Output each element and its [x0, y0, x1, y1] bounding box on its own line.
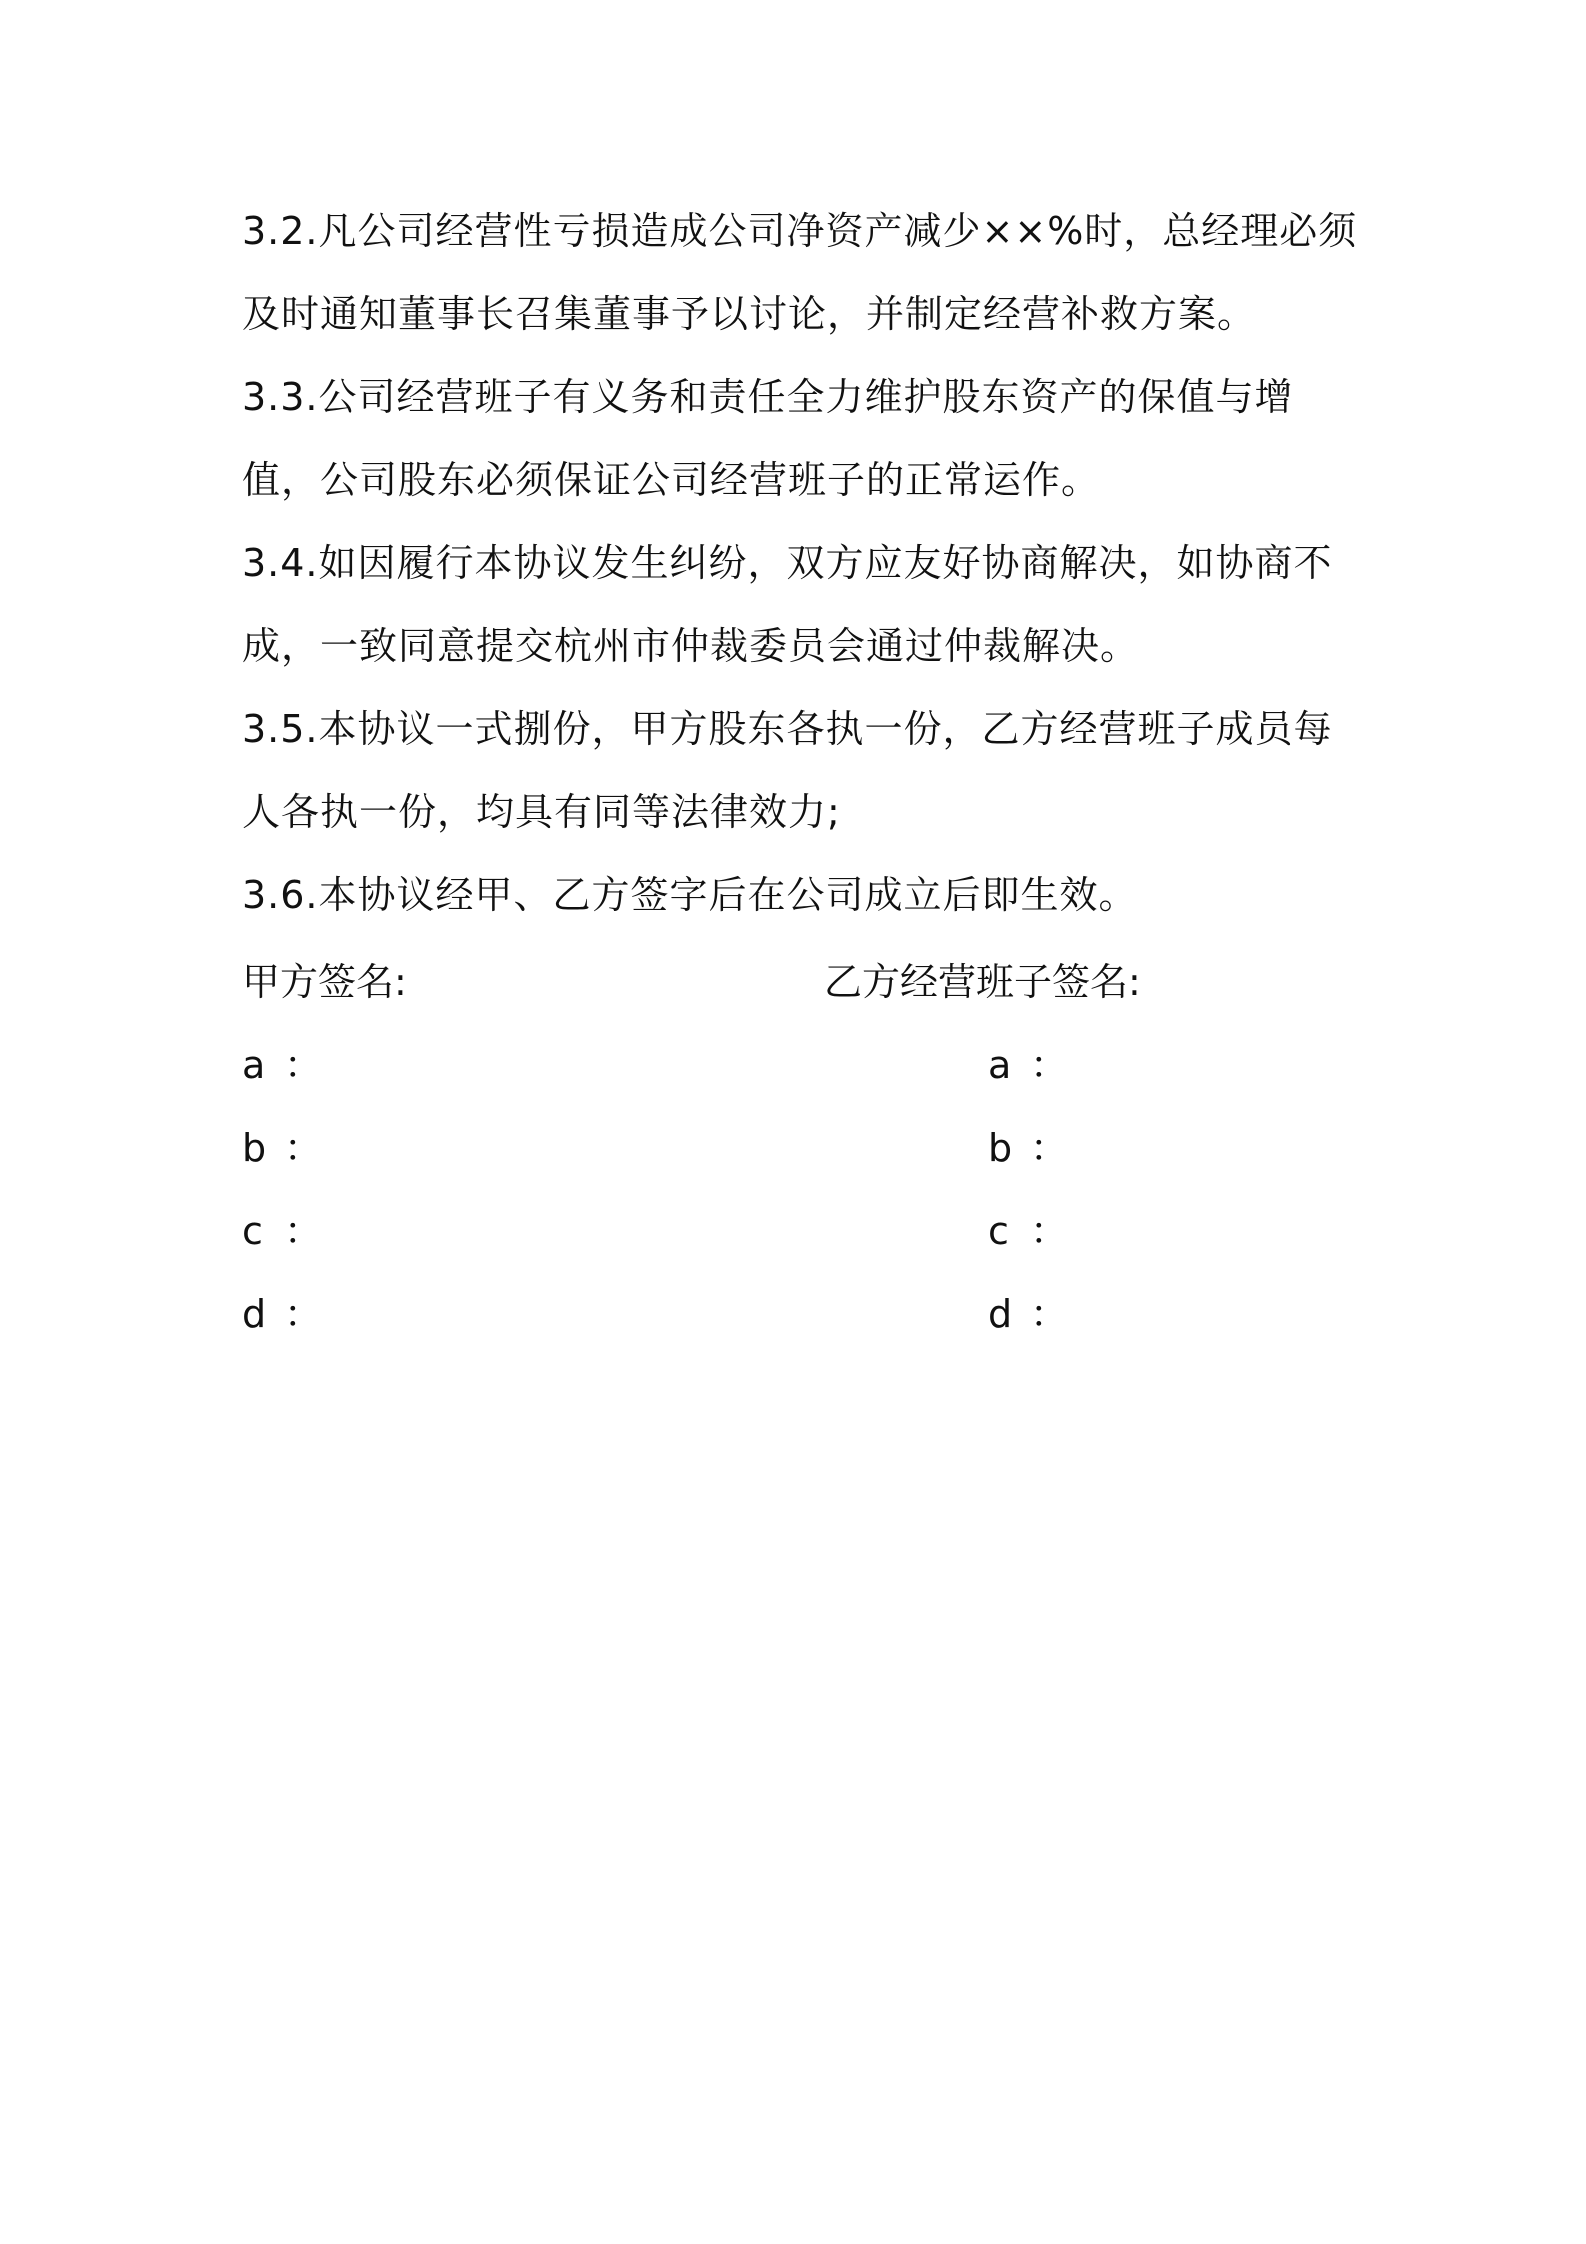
party-a-signature-label: 甲方签名: [242, 960, 407, 1004]
party-b-signature-row [988, 1024, 1068, 1107]
party-a-signature-row [242, 1024, 322, 1107]
clause-3-2: 3.2.凡公司经营性亏损造成公司净资产减少××%时，总经理必须及时通知董事长召集董事予以讨论，并制定经营补救方案。 [242, 209, 1358, 336]
signature-row-colon: ： [284, 1126, 323, 1170]
signature-row-colon: ： [284, 1209, 323, 1253]
signature-row-letter: a [242, 1043, 266, 1087]
signature-row-letter: b [988, 1126, 1013, 1170]
clause-3-6: 3.6.本协议经甲、乙方签字后在公司成立后即生效。 [242, 873, 1138, 917]
party-b-signature-row [988, 1107, 1068, 1190]
party-a-signature-row [242, 1107, 322, 1190]
party-b-signature-row [988, 1190, 1068, 1273]
signature-row-colon: ： [1030, 1292, 1069, 1336]
party-a-signature-row [242, 1190, 322, 1273]
signature-row-letter: a [988, 1043, 1012, 1087]
clause-3-3: 3.3.公司经营班子有义务和责任全力维护股东资产的保值与增值，公司股东必须保证公司经营班子的正常运作。 [242, 375, 1294, 502]
signature-row-colon: ： [1030, 1209, 1069, 1253]
signature-row-letter: c [242, 1209, 263, 1253]
signature-row-letter: d [242, 1292, 267, 1336]
signature-row-letter: c [988, 1209, 1009, 1253]
party-b-signature-row [988, 1273, 1068, 1356]
signature-row-colon: ： [1030, 1126, 1069, 1170]
signature-row-letter: d [988, 1292, 1013, 1336]
clause-3-5: 3.5.本协议一式捌份，甲方股东各执一份，乙方经营班子成员每人各执一份，均具有同等法律效力; [242, 707, 1333, 834]
clause-3-4: 3.4.如因履行本协议发生纠纷，双方应友好协商解决，如协商不成，一致同意提交杭州市仲裁委员会通过仲裁解决。 [242, 541, 1333, 668]
party-b-signature-label: 乙方经营班子签名: [824, 960, 1141, 1004]
signature-row-colon: ： [1030, 1043, 1069, 1087]
signature-row-colon: ： [284, 1043, 323, 1087]
clause-list [242, 190, 1362, 937]
signature-row-letter: b [242, 1126, 267, 1170]
signature-row-colon: ： [284, 1292, 323, 1336]
party-a-signature-row [242, 1273, 322, 1356]
